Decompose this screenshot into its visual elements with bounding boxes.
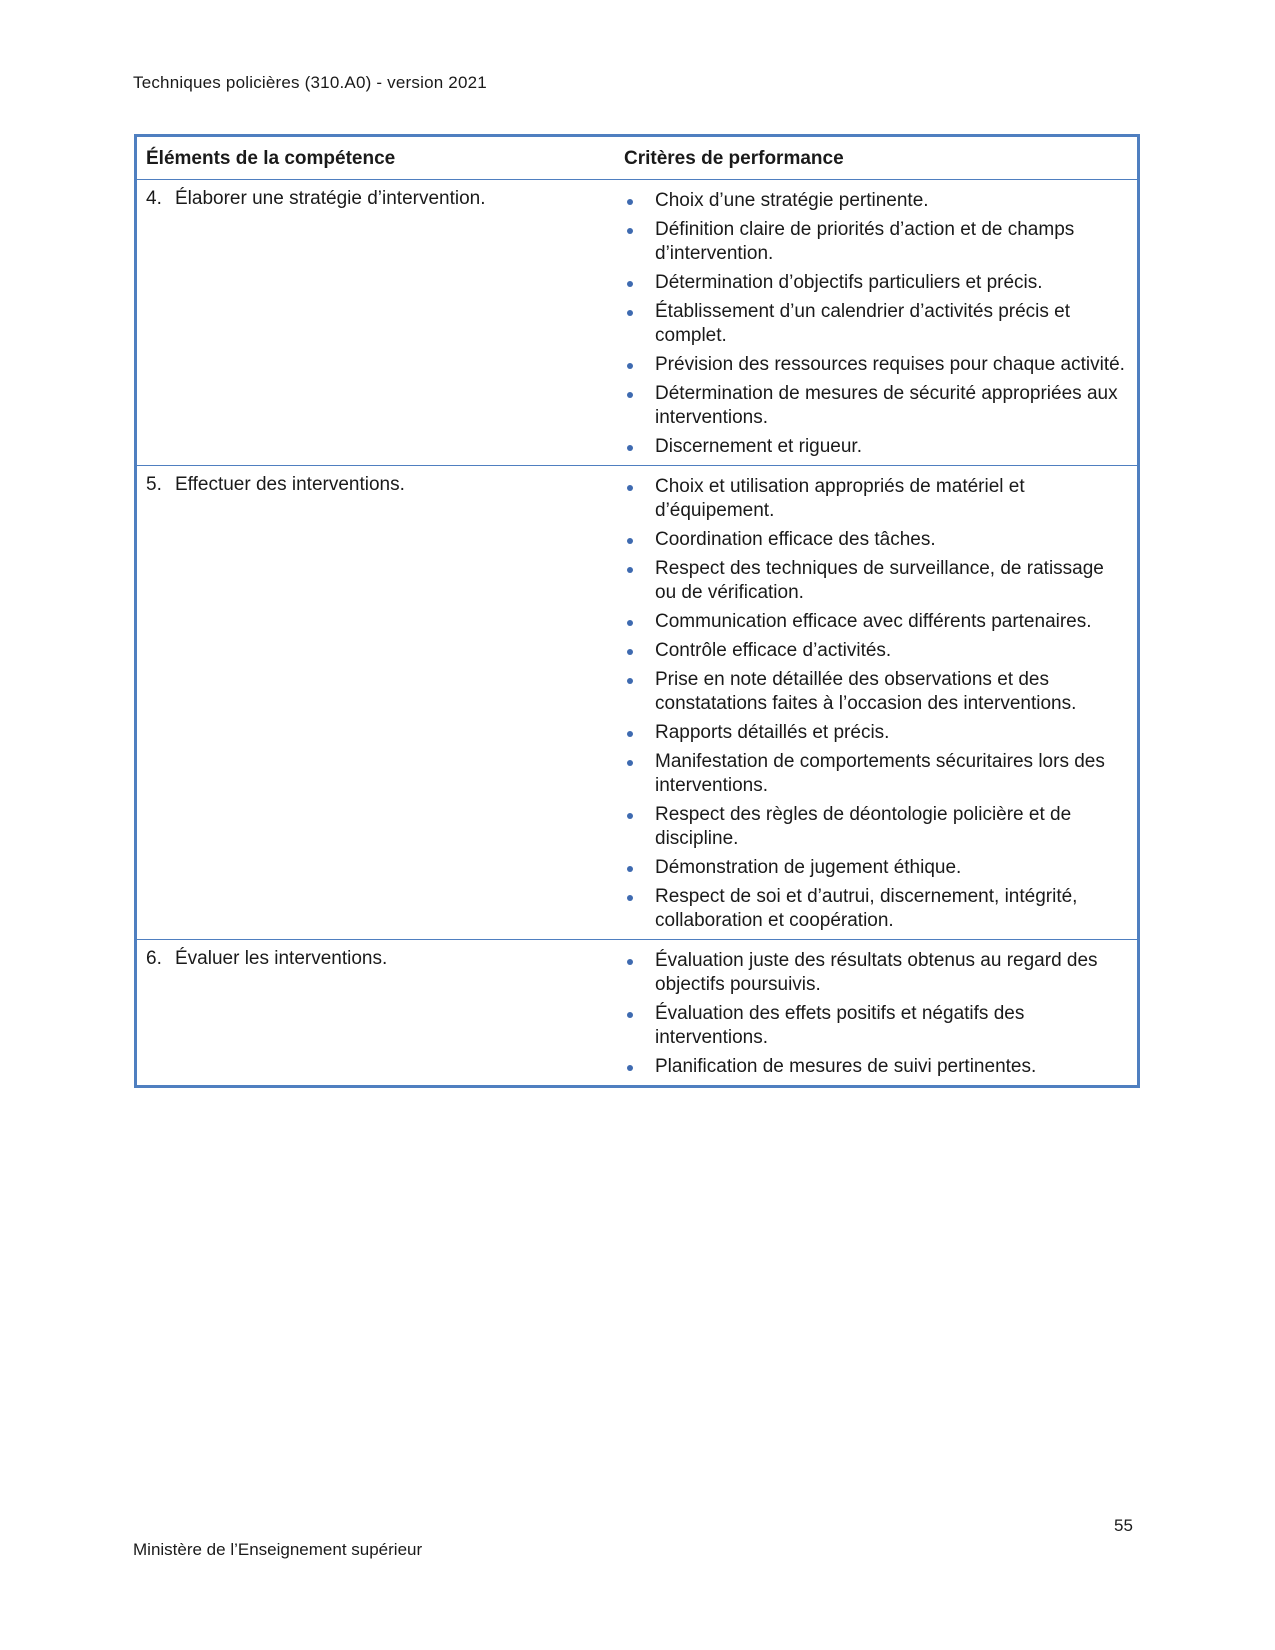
list-item: Respect des techniques de surveillance, de ratissage ou de vérification. <box>624 557 1129 605</box>
criteria-cell <box>624 940 1137 1085</box>
page-footer: Ministère de l’Enseignement supérieur <box>133 1540 423 1559</box>
list-item: Évaluation juste des résultats obtenus au regard des objectifs poursuivis. <box>624 949 1129 997</box>
bullet-icon <box>627 1012 633 1018</box>
list-item: Choix d’une stratégie pertinente. <box>624 189 1129 213</box>
list-item: Communication efficace avec différents partenaires. <box>624 610 1129 634</box>
list-item: Respect de soi et d’autrui, discernement, intégrité, collaboration et coopération. <box>624 885 1129 933</box>
bullet-icon <box>627 228 633 234</box>
bullet-icon <box>627 760 633 766</box>
table-header-row <box>137 137 1137 179</box>
bullet-icon <box>627 895 633 901</box>
bullet-icon <box>627 649 633 655</box>
bullet-icon <box>627 1065 633 1071</box>
criteria-list <box>624 180 1129 465</box>
element-number: 6. <box>146 948 162 969</box>
list-item: Établissement d’un calendrier d’activités précis et complet. <box>624 300 1129 348</box>
bullet-icon <box>627 310 633 316</box>
col-header-elements: Éléments de la compétence <box>146 148 396 169</box>
list-item: Rapports détaillés et précis. <box>624 721 1129 745</box>
criteria-list <box>624 940 1129 1085</box>
bullet-icon <box>627 813 633 819</box>
page-header: Techniques policières (310.A0) - version 2021 <box>133 73 487 92</box>
bullet-icon <box>627 363 633 369</box>
list-item: Démonstration de jugement éthique. <box>624 856 1129 880</box>
criteria-cell <box>624 466 1137 939</box>
list-item: Manifestation de comportements sécuritaires lors des interventions. <box>624 750 1129 798</box>
list-item: Évaluation des effets positifs et négatifs des interventions. <box>624 1002 1129 1050</box>
table-row <box>137 465 1137 939</box>
list-item: Définition claire de priorités d’action et de champs d’intervention. <box>624 218 1129 266</box>
element-text: Effectuer des interventions. <box>175 474 405 495</box>
list-item: Planification de mesures de suivi pertinentes. <box>624 1055 1129 1079</box>
list-item: Respect des règles de déontologie policière et de discipline. <box>624 803 1129 851</box>
element-text: Élaborer une stratégie d’intervention. <box>175 188 486 209</box>
element-number: 5. <box>146 474 162 495</box>
list-item: Contrôle efficace d’activités. <box>624 639 1129 663</box>
page-number: 55 <box>1114 1516 1133 1535</box>
element-cell <box>137 180 624 465</box>
element-text: Évaluer les interventions. <box>175 948 388 969</box>
bullet-icon <box>627 538 633 544</box>
bullet-icon <box>627 678 633 684</box>
element-cell <box>137 466 624 939</box>
bullet-icon <box>627 567 633 573</box>
criteria-cell <box>624 180 1137 465</box>
col-header-criteria: Critères de performance <box>624 148 844 169</box>
bullet-icon <box>627 445 633 451</box>
list-item: Prévision des ressources requises pour chaque activité. <box>624 353 1129 377</box>
list-item: Choix et utilisation appropriés de matériel et d’équipement. <box>624 475 1129 523</box>
competence-table <box>134 134 1140 1088</box>
list-item: Détermination d’objectifs particuliers et précis. <box>624 271 1129 295</box>
bullet-icon <box>627 731 633 737</box>
list-item: Discernement et rigueur. <box>624 435 1129 459</box>
bullet-icon <box>627 620 633 626</box>
list-item: Coordination efficace des tâches. <box>624 528 1129 552</box>
element-cell <box>137 940 624 1085</box>
bullet-icon <box>627 959 633 965</box>
bullet-icon <box>627 485 633 491</box>
table-row <box>137 179 1137 465</box>
bullet-icon <box>627 866 633 872</box>
table-row <box>137 939 1137 1085</box>
bullet-icon <box>627 392 633 398</box>
criteria-list <box>624 466 1129 939</box>
list-item: Détermination de mesures de sécurité appropriées aux interventions. <box>624 382 1129 430</box>
bullet-icon <box>627 281 633 287</box>
bullet-icon <box>627 199 633 205</box>
list-item: Prise en note détaillée des observations et des constatations faites à l’occasion des interventions. <box>624 668 1129 716</box>
element-number: 4. <box>146 188 162 209</box>
